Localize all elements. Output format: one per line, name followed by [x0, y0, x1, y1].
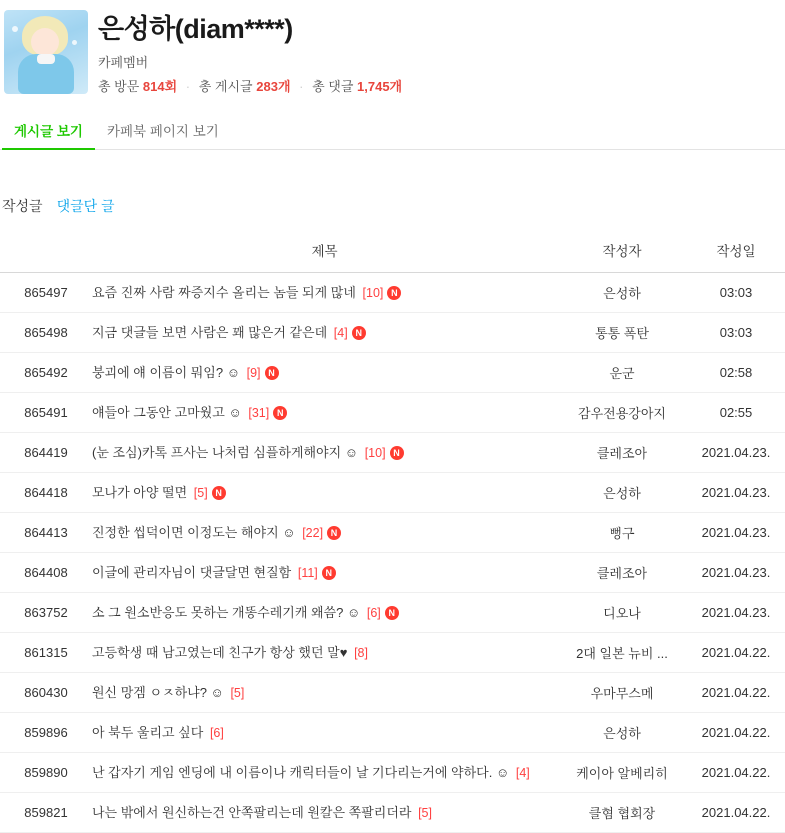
post-title-cell — [92, 513, 557, 553]
post-number: 865497 — [0, 273, 92, 313]
avatar-ribbon — [37, 54, 55, 64]
table-row[interactable] — [0, 673, 785, 713]
post-number: 859896 — [0, 713, 92, 753]
post-title-link[interactable]: 지금 댓글들 보면 사람은 꽤 많은거 같은데 — [92, 325, 328, 340]
post-date: 03:03 — [687, 313, 785, 353]
post-title-cell — [92, 633, 557, 673]
comment-count[interactable]: [4] — [333, 326, 348, 340]
comment-count[interactable]: [10] — [364, 446, 386, 460]
post-title-cell — [92, 753, 557, 793]
post-author[interactable]: 클혐 협회장 — [557, 793, 687, 833]
post-date: 2021.04.22. — [687, 793, 785, 833]
post-number: 864408 — [0, 553, 92, 593]
post-author[interactable]: 뻥구 — [557, 513, 687, 553]
smiley-icon: ☺ — [346, 605, 361, 620]
table-body — [0, 273, 785, 833]
comment-count[interactable]: [6] — [209, 726, 224, 740]
profile-info — [98, 8, 402, 96]
new-post-badge-icon: N — [273, 406, 287, 420]
comment-count[interactable]: [10] — [362, 286, 384, 300]
post-title-link[interactable]: (눈 조심)카톡 프사는 나처럼 심플하게해야지 — [92, 445, 342, 460]
comment-count[interactable]: [11] — [297, 566, 318, 580]
post-author[interactable]: 케이아 알베리히 — [557, 753, 687, 793]
post-date: 02:58 — [687, 353, 785, 393]
subtab-commented-posts[interactable]: 댓글단 글 — [56, 198, 115, 214]
visits-value: 814회 — [142, 79, 178, 94]
new-post-badge-icon: N — [327, 526, 341, 540]
profile-stats — [98, 78, 402, 96]
post-title-cell — [92, 433, 557, 473]
post-author[interactable]: 클레조아 — [557, 433, 687, 473]
post-title-link[interactable]: 소 그 원소반응도 못하는 개똥수레기캐 왜씀? — [92, 605, 344, 620]
post-date: 2021.04.23. — [687, 433, 785, 473]
table-row[interactable] — [0, 713, 785, 753]
table-row[interactable] — [0, 633, 785, 673]
post-date: 03:03 — [687, 273, 785, 313]
post-date: 2021.04.22. — [687, 633, 785, 673]
table-row[interactable] — [0, 433, 785, 473]
post-number: 859890 — [0, 753, 92, 793]
column-header-number — [0, 230, 92, 273]
new-post-badge-icon: N — [387, 286, 401, 300]
post-title-cell — [92, 553, 557, 593]
post-title-cell — [92, 393, 557, 433]
post-title-cell — [92, 473, 557, 513]
post-title-link[interactable]: 고등학생 때 남고였는데 친구가 항상 했던 말♥ — [92, 645, 348, 660]
table-row[interactable] — [0, 593, 785, 633]
comment-count[interactable]: [5] — [193, 486, 208, 500]
post-author[interactable]: 은성하 — [557, 273, 687, 313]
stats-separator: · — [185, 79, 191, 94]
comment-count[interactable]: [5] — [418, 806, 432, 820]
comment-count[interactable]: [5] — [230, 686, 245, 700]
post-number: 864419 — [0, 433, 92, 473]
post-number: 864418 — [0, 473, 92, 513]
column-header-date: 작성일 — [687, 230, 785, 273]
post-number: 861315 — [0, 633, 92, 673]
column-header-title: 제목 — [92, 230, 557, 273]
post-date: 2021.04.23. — [687, 473, 785, 513]
smiley-icon: ☺ — [282, 525, 296, 540]
new-post-badge-icon: N — [322, 566, 336, 580]
table-row[interactable] — [0, 353, 785, 393]
post-date: 2021.04.23. — [687, 553, 785, 593]
post-author[interactable]: 감우전용강아지 — [557, 393, 687, 433]
post-title-cell — [92, 313, 557, 353]
table-row[interactable] — [0, 753, 785, 793]
post-title-link[interactable]: 이글에 관리자님이 댓글달면 현질함 — [92, 565, 292, 580]
post-title-link[interactable]: 요즘 진짜 사람 짜증지수 올리는 놈들 되게 많네 — [92, 285, 356, 300]
table-row[interactable] — [0, 553, 785, 593]
table-row[interactable] — [0, 393, 785, 433]
top-tab-bar — [0, 114, 785, 150]
post-title-link[interactable]: 붕괴에 얘 이름이 뭐임? — [92, 365, 224, 380]
post-author[interactable]: 은성하 — [557, 473, 687, 513]
table-header-row — [0, 230, 785, 273]
post-title-cell — [92, 793, 557, 833]
post-author[interactable]: 운군 — [557, 353, 687, 393]
post-number: 865492 — [0, 353, 92, 393]
post-title-link[interactable]: 난 갑자기 게임 엔딩에 내 이름이나 캐릭터들이 날 기다리는거에 약하다. — [92, 765, 493, 780]
post-author[interactable]: 클레조아 — [557, 553, 687, 593]
table-row[interactable] — [0, 313, 785, 353]
new-post-badge-icon: N — [352, 326, 366, 340]
posts-value: 283개 — [256, 79, 291, 94]
table-row[interactable] — [0, 793, 785, 833]
post-author[interactable]: 우마무스메 — [557, 673, 687, 713]
stats-separator: · — [299, 79, 304, 94]
new-post-badge-icon: N — [390, 446, 404, 460]
post-title-link[interactable]: 아 북두 울리고 싶다 — [92, 725, 204, 740]
post-date: 2021.04.22. — [687, 713, 785, 753]
post-date: 2021.04.22. — [687, 673, 785, 713]
smiley-icon: ☺ — [344, 445, 359, 460]
post-date: 2021.04.23. — [687, 593, 785, 633]
post-title-link[interactable]: 진정한 씹덕이면 이정도는 해야지 — [92, 525, 279, 540]
avatar-sparkle-icon — [72, 40, 77, 45]
comment-count[interactable]: [22] — [302, 526, 324, 540]
visits-label: 총 방문 — [98, 79, 140, 94]
post-date: 2021.04.23. — [687, 513, 785, 553]
post-author[interactable]: 통통 폭탄 — [557, 313, 687, 353]
table-row[interactable] — [0, 273, 785, 313]
smiley-icon: ☺ — [210, 685, 224, 700]
comment-count[interactable]: [8] — [354, 646, 368, 660]
post-title-cell — [92, 593, 557, 633]
avatar[interactable] — [4, 10, 88, 94]
comment-count[interactable]: [31] — [248, 406, 270, 420]
comment-count[interactable]: [6] — [366, 606, 381, 620]
post-number: 859821 — [0, 793, 92, 833]
table-row[interactable] — [0, 473, 785, 513]
smiley-icon: ☺ — [495, 765, 510, 780]
tab-view-posts[interactable]: 게시글 보기 — [2, 114, 95, 149]
subtab-my-posts[interactable]: 작성글 — [2, 198, 43, 214]
post-author[interactable]: 디오나 — [557, 593, 687, 633]
post-title-cell — [92, 353, 557, 393]
post-title-link[interactable]: 얘들아 그동안 고마웠고 — [92, 405, 225, 420]
post-date: 2021.04.22. — [687, 753, 785, 793]
smiley-icon: ☺ — [228, 405, 242, 420]
post-number: 860430 — [0, 673, 92, 713]
smiley-icon: ☺ — [226, 365, 240, 380]
new-post-badge-icon: N — [265, 366, 279, 380]
posts-label: 총 게시글 — [198, 79, 253, 94]
post-list-table — [0, 230, 785, 833]
profile-header — [0, 0, 785, 96]
comments-label: 총 댓글 — [312, 79, 354, 94]
post-date: 02:55 — [687, 393, 785, 433]
page-title: 은성하(diam****) — [98, 14, 293, 44]
comment-count[interactable]: [4] — [515, 766, 530, 780]
post-number: 865491 — [0, 393, 92, 433]
post-title-cell — [92, 273, 557, 313]
post-number: 864413 — [0, 513, 92, 553]
post-title-cell — [92, 713, 557, 753]
post-author[interactable]: 2대 일본 뉴비 ... — [557, 633, 687, 673]
comments-value: 1,745개 — [357, 79, 403, 94]
post-title-link[interactable]: 모나가 아양 떨면 — [92, 485, 188, 500]
post-title-cell — [92, 673, 557, 713]
post-title-link[interactable]: 원신 망겜 ㅇㅈ하냐? — [92, 685, 207, 700]
post-title-link[interactable]: 나는 밖에서 원신하는건 안쪽팔리는데 원칼은 쪽팔리더라 — [92, 805, 412, 820]
comment-count[interactable]: [9] — [246, 366, 261, 380]
avatar-sparkle-icon — [12, 26, 18, 32]
post-number: 865498 — [0, 313, 92, 353]
sub-tab-bar — [0, 196, 785, 216]
avatar-face — [31, 28, 59, 56]
table-row[interactable] — [0, 513, 785, 553]
post-number: 863752 — [0, 593, 92, 633]
new-post-badge-icon: N — [212, 486, 226, 500]
member-grade: 카페멤버 — [98, 55, 149, 70]
new-post-badge-icon: N — [385, 606, 399, 620]
tab-view-cafebook-page[interactable]: 카페북 페이지 보기 — [106, 124, 219, 139]
column-header-author: 작성자 — [557, 230, 687, 273]
post-author[interactable]: 은성하 — [557, 713, 687, 753]
